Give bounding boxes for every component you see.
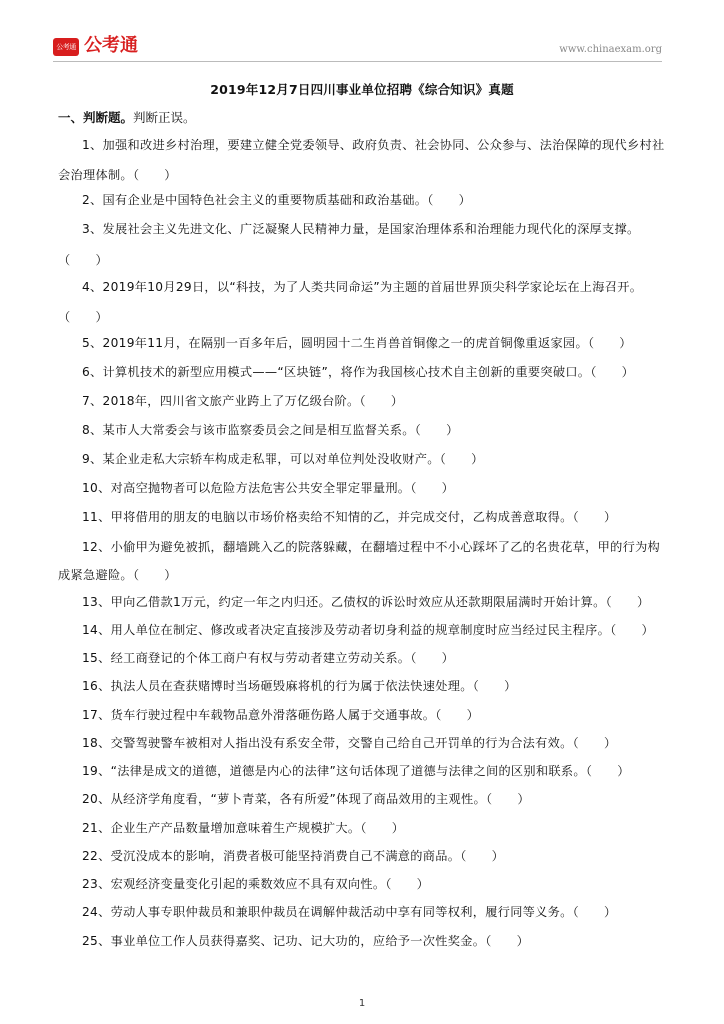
question-text: 22、受沉没成本的影响，消费者极可能坚持消费自己不满意的商品。（ ）	[82, 849, 505, 863]
question-8	[58, 417, 670, 444]
question-16	[58, 673, 670, 700]
question-15	[58, 645, 670, 672]
question-text: 21、企业生产产品数量增加意味着生产规模扩大。（ ）	[82, 821, 405, 835]
question-11	[58, 504, 670, 531]
question-10	[58, 475, 670, 502]
header-divider	[53, 61, 662, 62]
question-text: 18、交警驾驶警车被相对人指出没有系安全带，交警自己给自己开罚单的行为合法有效。（ ）	[82, 736, 617, 750]
question-text: 15、经工商登记的个体工商户有权与劳动者建立劳动关系。（ ）	[82, 651, 455, 665]
question-1-continued: 会治理体制。（ ）	[58, 168, 177, 182]
question-text: 10、对高空抛物者可以危险方法危害公共安全罪定罪量刑。（ ）	[82, 481, 455, 495]
question-text: 19、“法律是成文的道德，道德是内心的法律”这句话体现了道德与法律之间的区别和联系。（ ）	[82, 764, 630, 778]
page-number: 1	[358, 998, 366, 1009]
question-text: 25、事业单位工作人员获得嘉奖、记功、记大功的，应给予一次性奖金。（ ）	[82, 934, 530, 948]
question-24	[58, 899, 670, 926]
section-instruction: 判断正误。	[133, 110, 196, 125]
question-3	[58, 216, 670, 243]
question-text: 2、国有企业是中国特色社会主义的重要物质基础和政治基础。（ ）	[82, 193, 472, 207]
question-17	[58, 702, 670, 729]
question-4	[58, 274, 670, 301]
question-1	[58, 132, 670, 159]
document-title: 2019年12月7日四川事业单位招聘《综合知识》真题	[210, 82, 514, 97]
question-5	[58, 330, 670, 357]
question-text: 24、劳动人事专职仲裁员和兼职仲裁员在调解仲裁活动中享有同等权利，履行同等义务。（ ）	[82, 905, 617, 919]
question-21	[58, 815, 670, 842]
question-18	[58, 730, 670, 757]
question-text: 5、2019年11月，在隔别一百多年后，圆明园十二生肖兽首铜像之一的虎首铜像重返家园。（ ）	[82, 336, 632, 350]
question-text: 16、执法人员在查获赌博时当场砸毁麻将机的行为属于依法快速处理。（ ）	[82, 679, 517, 693]
question-text: 23、宏观经济变量变化引起的乘数效应不具有双向性。（ ）	[82, 877, 430, 891]
question-3-continued: （ ）	[58, 253, 108, 267]
question-2	[58, 187, 670, 214]
question-text: 6、计算机技术的新型应用模式——“区块链”，将作为我国核心技术自主创新的重要突破口。（ ）	[82, 365, 635, 379]
logo-badge: 公考通	[53, 38, 79, 56]
question-text: 1、加强和改进乡村治理，要建立健全党委领导、政府负责、社会协同、公众参与、法治保障的现代乡村社	[82, 138, 665, 152]
question-13	[58, 589, 670, 616]
site-url[interactable]: www.chinaexam.org	[559, 44, 662, 55]
question-text: 13、甲向乙借款1万元，约定一年之内归还。乙债权的诉讼时效应从还款期限届满时开始计算。（ ）	[82, 595, 650, 609]
question-12	[58, 534, 670, 561]
question-12-continued: 成紧急避险。（ ）	[58, 568, 177, 582]
page-header	[40, 34, 662, 64]
question-14	[58, 617, 670, 644]
question-19	[58, 758, 670, 785]
question-text: 20、从经济学角度看，“萝卜青菜，各有所爱”体现了商品效用的主观性。（ ）	[82, 792, 530, 806]
question-text: 8、某市人大常委会与该市监察委员会之间是相互监督关系。（ ）	[82, 423, 459, 437]
question-text: 11、甲将借用的朋友的电脑以市场价格卖给不知情的乙，并完成交付，乙构成善意取得。（ ）	[82, 510, 617, 524]
logo-text: 公考通	[84, 35, 138, 56]
question-text: 7、2018年，四川省文旅产业跨上了万亿级台阶。（ ）	[82, 394, 404, 408]
section-heading-label: 一、判断题。	[58, 110, 134, 125]
question-22	[58, 843, 670, 870]
question-text: 9、某企业走私大宗轿车构成走私罪，可以对单位判处没收财产。（ ）	[82, 452, 484, 466]
question-text: 14、用人单位在制定、修改或者决定直接涉及劳动者切身利益的规章制度时应当经过民主程序。（ ）	[82, 623, 654, 637]
question-7	[58, 388, 670, 415]
question-text: 3、发展社会主义先进文化、广泛凝聚人民精神力量，是国家治理体系和治理能力现代化的深厚支撑。	[82, 222, 640, 236]
question-23	[58, 871, 670, 898]
question-text: 17、货车行驶过程中车载物品意外滑落砸伤路人属于交通事故。（ ）	[82, 708, 480, 722]
question-text: 4、2019年10月29日，以“科技，为了人类共同命运”为主题的首届世界顶尖科学家论坛在上海召开。	[82, 280, 643, 294]
question-9	[58, 446, 670, 473]
question-20	[58, 786, 670, 813]
section-heading	[58, 108, 196, 126]
question-text: 12、小偷甲为避免被抓，翻墙跳入乙的院落躲藏，在翻墙过程中不小心踩坏了乙的名贵花草，甲的行为构	[82, 540, 661, 554]
question-25	[58, 928, 670, 955]
question-4-continued: （ ）	[58, 310, 108, 324]
question-6	[58, 359, 670, 386]
